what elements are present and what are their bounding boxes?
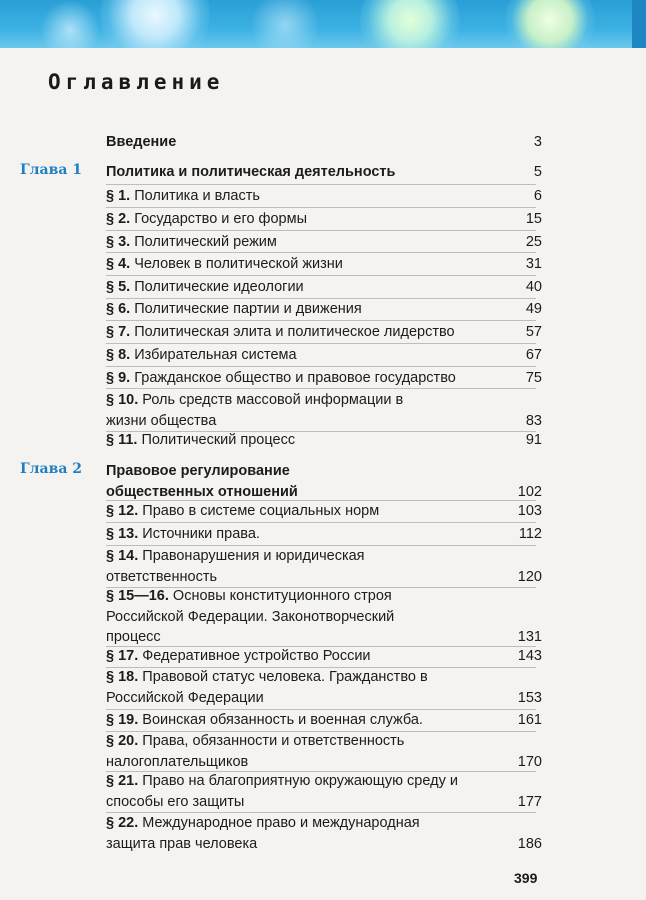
toc-entry[interactable] [106, 345, 552, 366]
entry-page: 6 [533, 188, 542, 204]
entry-page: 75 [525, 370, 542, 386]
chapter-label-2: Глава 2 [20, 461, 83, 477]
divider [106, 252, 536, 253]
entry-page: 153 [517, 689, 542, 706]
entry-title: Избирательная система [134, 347, 297, 363]
entry-title: Права, обязанности и ответственность налогоплательщиков [106, 733, 405, 770]
entry-page: 177 [517, 793, 542, 810]
entry-page: 186 [517, 835, 542, 852]
entry-title: Политические идеологии [134, 279, 304, 295]
toc-entry[interactable] [106, 299, 552, 320]
entry-page: 102 [517, 483, 542, 500]
entry-page: 15 [525, 211, 542, 227]
entry-number: § 3. [106, 234, 131, 250]
toc-entry[interactable] [106, 501, 552, 522]
entry-page: 25 [525, 234, 542, 250]
entry-title: Человек в политической жизни [134, 256, 343, 272]
entry-number: § 7. [106, 324, 131, 340]
entry-title: Политика и власть [134, 188, 260, 204]
toc-entry[interactable] [106, 546, 552, 587]
toc-entry[interactable] [106, 430, 552, 451]
entry-title: Гражданское общество и правовое государство [134, 370, 456, 386]
entry-number: § 10. [106, 392, 139, 408]
entry-number: § 19. [106, 712, 139, 728]
entry-page: 67 [525, 347, 542, 363]
entry-number: § 13. [106, 526, 139, 542]
toc-entry[interactable] [106, 232, 552, 253]
entry-title: Политическая элита и политическое лидерство [134, 324, 455, 340]
entry-number: § 22. [106, 815, 139, 831]
entry-title: Политический процесс [141, 432, 296, 448]
entry-title: Введение [106, 134, 177, 150]
toc-entry[interactable] [106, 731, 552, 772]
entry-number: § 14. [106, 548, 139, 564]
page-number: 399 [514, 870, 538, 886]
entry-number: § 4. [106, 256, 131, 272]
entry-page: 112 [518, 526, 542, 542]
entry-title: Право в системе социальных норм [142, 503, 380, 519]
toc-entry[interactable] [106, 132, 552, 153]
entry-page: 120 [517, 568, 542, 585]
entry-number: § 12. [106, 503, 139, 519]
entry-number: § 1. [106, 188, 131, 204]
toc-entry[interactable] [106, 254, 552, 275]
divider [106, 275, 536, 276]
divider [106, 207, 536, 208]
entry-number: § 20. [106, 733, 139, 749]
entry-title: Роль средств массовой информации в жизни общества [106, 392, 404, 429]
entry-page: 83 [525, 412, 542, 429]
toc-entry[interactable] [106, 277, 552, 298]
entry-page: 131 [517, 629, 542, 645]
entry-number: § 17. [106, 648, 139, 664]
divider [106, 522, 536, 523]
entry-title: Правовое регулирование общественных отношений [106, 463, 298, 500]
entry-title: Право на благоприятную окружающую среду и способы его защиты [106, 773, 458, 810]
chapter-label-1: Глава 1 [20, 162, 83, 178]
toc-entry[interactable] [106, 368, 552, 389]
toc-entry[interactable] [106, 209, 552, 230]
entry-title: Правовой статус человека. Гражданство в Российской Федерации [106, 669, 428, 706]
toc-entry[interactable] [106, 771, 552, 812]
toc-entry[interactable] [106, 162, 552, 183]
entry-title: Правонарушения и юридическая ответственность [106, 548, 365, 585]
entry-page: 143 [517, 648, 542, 664]
toc-entry[interactable] [106, 813, 552, 854]
divider [106, 388, 536, 389]
entry-title: Политические партии и движения [134, 301, 362, 317]
toc-entry[interactable] [106, 586, 552, 648]
entry-title: Воинская обязанность и военная служба. [142, 712, 423, 728]
divider [106, 184, 536, 185]
entry-title: Источники права. [142, 526, 260, 542]
entry-page: 170 [517, 753, 542, 770]
entry-title: Политика и политическая деятельность [106, 164, 396, 180]
entry-page: 31 [525, 256, 542, 272]
toc-entry[interactable] [106, 390, 552, 431]
entry-title: Государство и его формы [134, 211, 308, 227]
entry-number: § 15—16. [106, 588, 169, 604]
entry-page: 40 [525, 279, 542, 295]
entry-page: 49 [525, 301, 542, 317]
divider [106, 230, 536, 231]
entry-page: 5 [533, 164, 542, 180]
entry-number: § 2. [106, 211, 131, 227]
entry-number: § 9. [106, 370, 131, 386]
entry-title: Политический режим [134, 234, 277, 250]
entry-number: § 6. [106, 301, 131, 317]
toc-entry[interactable] [106, 667, 552, 708]
entry-page: 3 [533, 134, 542, 150]
entry-page: 161 [517, 712, 542, 728]
entry-title: Основы конституционного строя Российской Федерации. Законотворческий процесс [106, 588, 395, 645]
entry-title: Международное право и международная защита прав человека [106, 815, 420, 852]
divider [106, 366, 536, 367]
entry-number: § 21. [106, 773, 139, 789]
entry-page: 57 [525, 324, 542, 340]
page-title: Оглавление [48, 70, 225, 94]
entry-page: 103 [517, 503, 542, 519]
toc-entry[interactable] [106, 646, 552, 667]
toc-entry[interactable] [106, 461, 552, 502]
entry-number: § 11. [106, 432, 138, 448]
toc-entry[interactable] [106, 524, 552, 545]
entry-number: § 18. [106, 669, 139, 685]
divider [106, 320, 536, 321]
entry-number: § 8. [106, 347, 131, 363]
toc-entry[interactable] [106, 322, 552, 343]
toc-entry[interactable] [106, 186, 552, 207]
entry-page: 91 [525, 432, 542, 448]
entry-number: § 5. [106, 279, 131, 295]
toc-entry[interactable] [106, 710, 552, 731]
divider [106, 343, 536, 344]
entry-title: Федеративное устройство России [142, 648, 371, 664]
